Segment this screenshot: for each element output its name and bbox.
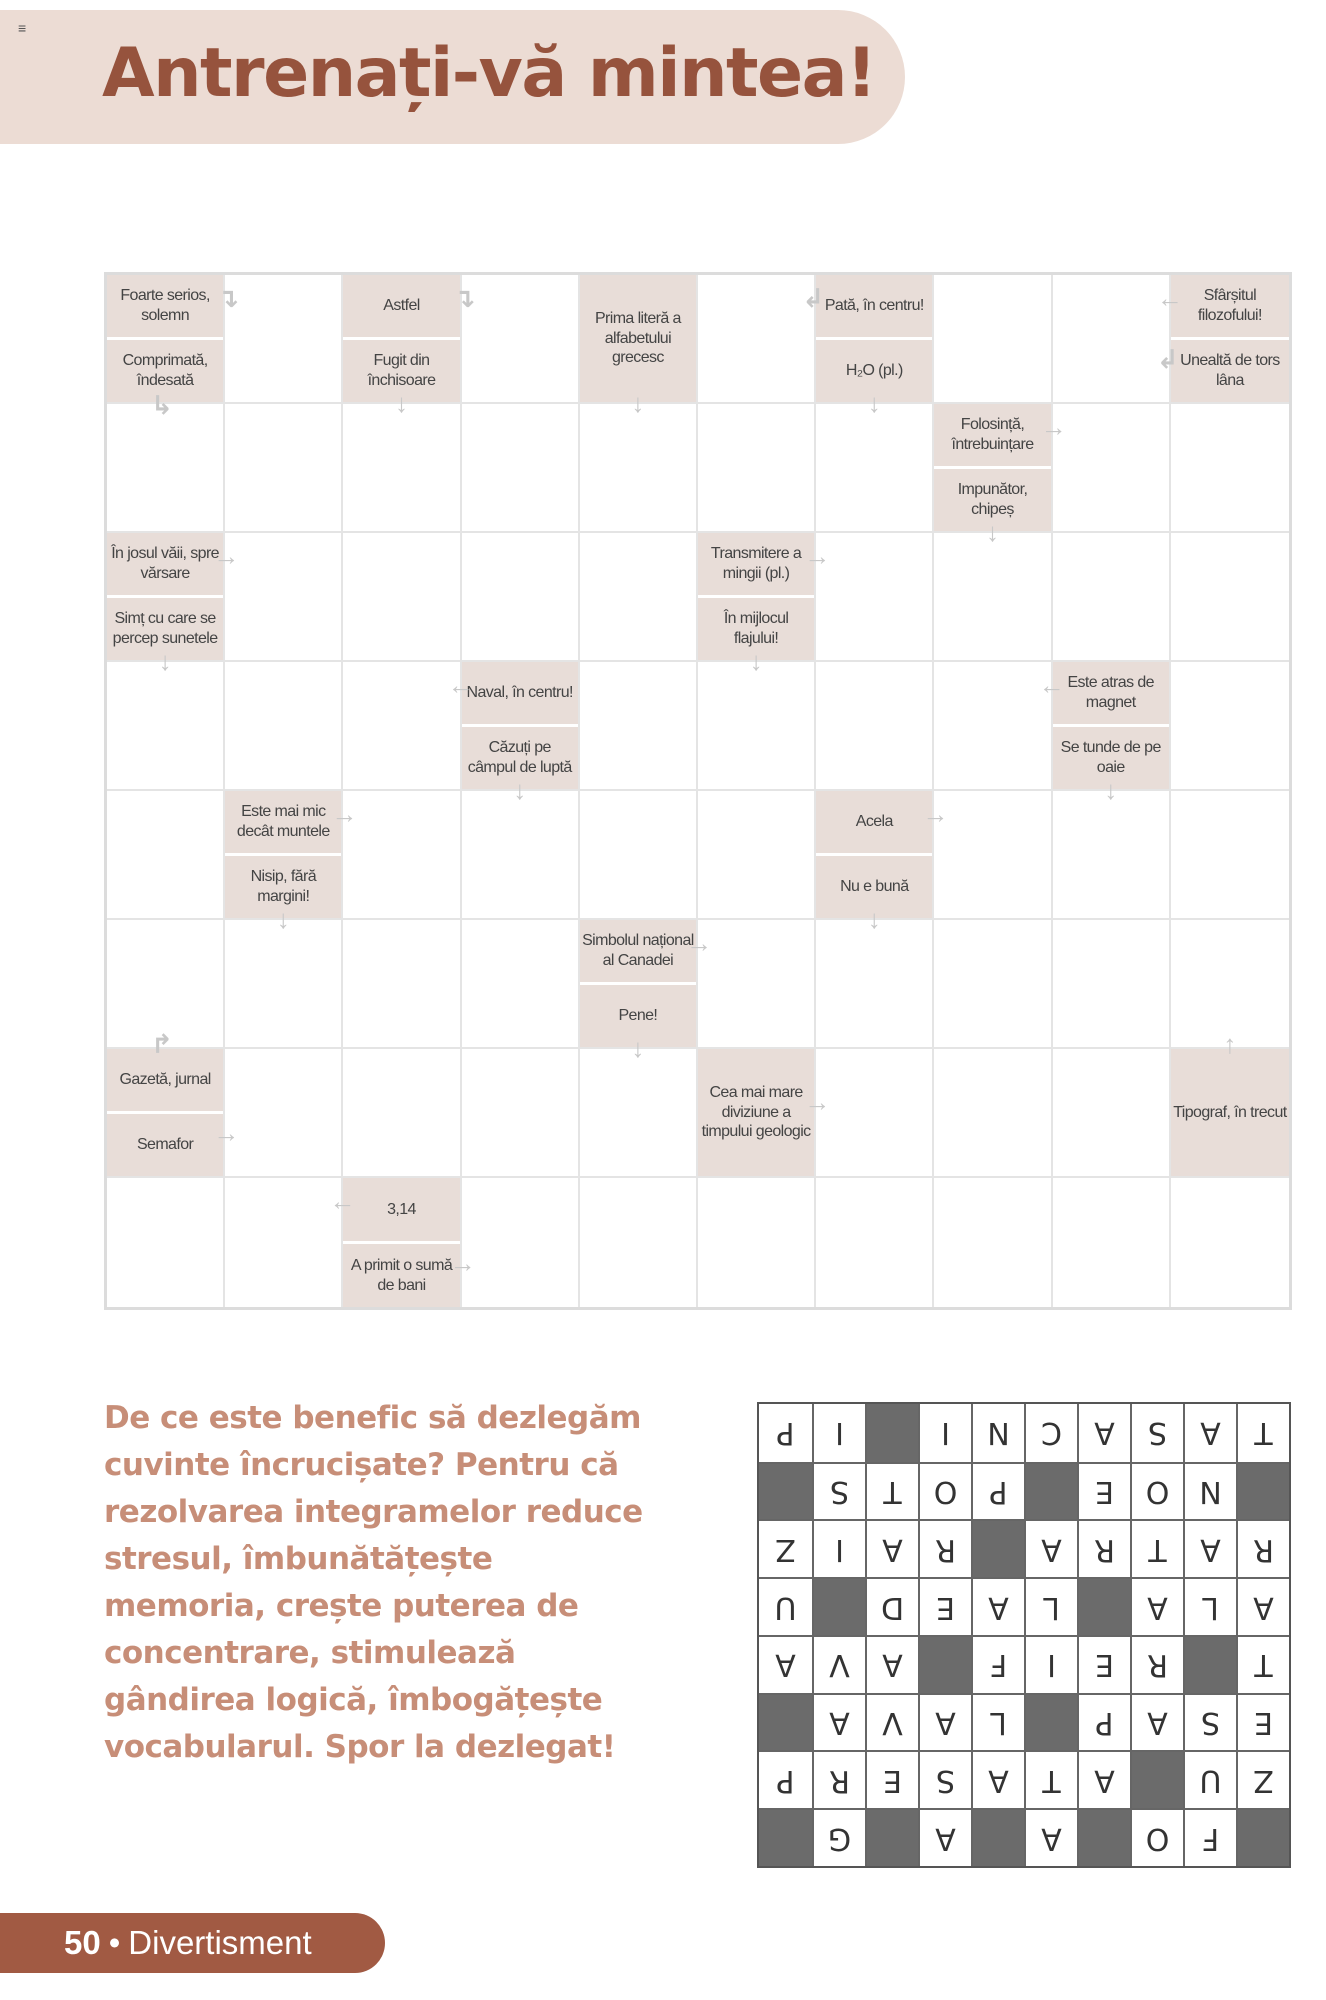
clue-text: Se tunde de pe oaie [1053, 727, 1169, 789]
solution-block [1236, 1808, 1289, 1866]
answer-cell[interactable] [698, 920, 816, 1049]
solution-letter: Z [1236, 1751, 1289, 1809]
answer-cell[interactable] [225, 662, 343, 791]
clue-cell [343, 275, 476, 418]
direction-arrow-icon: ↱ [151, 1029, 173, 1059]
solution-letter: A [1236, 1577, 1289, 1635]
clue-text: Naval, în centru! [462, 662, 578, 727]
solution-block [971, 1520, 1024, 1578]
solution-letter: P [971, 1462, 1024, 1520]
clue-text: Comprimată, îndesată [107, 340, 223, 402]
solution-letter: I [812, 1520, 865, 1578]
answer-cell[interactable] [462, 404, 580, 533]
answer-cell[interactable] [225, 533, 343, 662]
solution-letter: A [865, 1520, 918, 1578]
direction-arrow-icon: ↓ [158, 646, 172, 676]
solution-letter: P [776, 1415, 795, 1451]
direction-arrow-icon: ← [1156, 282, 1183, 313]
clue-text: Transmitere a mingii (pl.) [698, 533, 814, 598]
answer-cell[interactable] [934, 1178, 1052, 1307]
solution-letter: U [759, 1577, 812, 1635]
solution-letter: R [1236, 1520, 1289, 1578]
answer-cell[interactable] [934, 791, 1052, 920]
solution-block [865, 1808, 918, 1866]
answer-cell[interactable] [1053, 404, 1171, 533]
solution-letter: E [1077, 1462, 1130, 1520]
clue-text: 3,14 [343, 1178, 459, 1244]
solution-letter: E [865, 1751, 918, 1809]
solution-letter: G [812, 1808, 865, 1866]
clue-cell [816, 791, 949, 934]
solution-letter: A [971, 1577, 1024, 1635]
direction-arrow-icon: → [213, 1117, 240, 1148]
direction-arrow-icon: → [449, 1248, 476, 1279]
answer-cell[interactable] [107, 404, 225, 533]
direction-arrow-icon: ↲ [1156, 343, 1179, 374]
clue-text: Impunător, chipeș [934, 469, 1050, 531]
clue-text: Este mai mic decât muntele [225, 791, 341, 856]
solution-letter: A [759, 1635, 812, 1693]
answer-cell[interactable] [1171, 404, 1289, 533]
solution-letter: E [1077, 1635, 1130, 1693]
solution-block [1130, 1751, 1183, 1809]
clue-cell [329, 1178, 476, 1307]
solution-letter: C [1024, 1404, 1077, 1462]
direction-arrow-icon: ↓ [276, 904, 290, 934]
direction-arrow-icon: ← [447, 669, 474, 700]
direction-arrow-icon: ↓ [513, 775, 527, 805]
solution-letter: S [918, 1751, 971, 1809]
answer-cell[interactable] [225, 920, 343, 1049]
solution-letter: L [1183, 1577, 1236, 1635]
direction-arrow-icon: ↓ [867, 388, 881, 418]
solution-letter: A [865, 1635, 918, 1693]
solution-letter: O [918, 1462, 971, 1520]
answer-cell[interactable] [225, 1178, 343, 1307]
clue-text: Folosință, întrebuințare [934, 404, 1050, 469]
answer-cell[interactable] [816, 920, 934, 1049]
answer-cell[interactable] [698, 1178, 816, 1307]
clue-text: Tipograf, în trecut [1171, 1049, 1289, 1176]
solution-block [865, 1404, 918, 1462]
direction-arrow-icon: ↓ [1104, 775, 1118, 805]
clue-text: Este atras de magnet [1053, 662, 1169, 727]
clue-cell [1171, 1029, 1289, 1178]
solution-letter: O [1130, 1808, 1183, 1866]
answer-cell[interactable] [1053, 920, 1171, 1049]
clue-cell [802, 275, 934, 418]
clue-cell [107, 533, 240, 676]
direction-arrow-icon: ↴ [453, 282, 476, 313]
page-footer [0, 1913, 385, 1973]
clue-text: A primit o sumă de bani [343, 1244, 459, 1307]
answer-cell[interactable] [934, 275, 1052, 404]
solution-letter: E [918, 1577, 971, 1635]
solution-letter: S [812, 1462, 865, 1520]
direction-arrow-icon: ↓ [631, 388, 645, 418]
solution-grid [757, 1402, 1291, 1868]
direction-arrow-icon: → [804, 1087, 831, 1118]
solution-letter: U [1183, 1751, 1236, 1809]
solution-letter: A [1130, 1577, 1183, 1635]
solution-block [918, 1635, 971, 1693]
answer-cell[interactable] [580, 1049, 698, 1178]
solution-letter: A [1024, 1808, 1077, 1866]
solution-block [1077, 1577, 1130, 1635]
answer-cell[interactable] [698, 662, 816, 791]
answer-cell[interactable] [1171, 1178, 1289, 1307]
answer-cell[interactable] [107, 662, 225, 791]
crossword-grid [104, 272, 1292, 1310]
clue-cell [1156, 275, 1289, 404]
section-name: Divertisment [128, 1924, 312, 1961]
direction-arrow-icon: ↑ [1223, 1029, 1237, 1059]
clue-text: Căzuți pe câmpul de luptă [462, 727, 578, 789]
answer-cell[interactable] [225, 275, 343, 404]
clue-cell [447, 662, 580, 805]
direction-arrow-icon: → [922, 798, 949, 829]
clue-text: Simț cu care se percep sunetele [107, 598, 223, 660]
answer-cell[interactable] [934, 533, 1052, 662]
direction-arrow-icon: → [213, 540, 240, 571]
solution-letter: L [971, 1693, 1024, 1751]
solution-letter: A [1024, 1520, 1077, 1578]
answer-cell[interactable] [462, 275, 580, 404]
solution-letter: A [1130, 1693, 1183, 1751]
menu-icon: ≡ [18, 20, 27, 36]
clue-text: Nu e bună [816, 856, 932, 918]
answer-cell[interactable] [816, 1049, 934, 1178]
clue-text: Simbolul național al Canadei [580, 920, 696, 985]
direction-arrow-icon: ↓ [985, 517, 999, 547]
solution-letter: A [918, 1693, 971, 1751]
solution-block [1024, 1693, 1077, 1751]
solution-letter: T [1024, 1751, 1077, 1809]
solution-letter: E [1236, 1693, 1289, 1751]
answer-cell[interactable] [698, 791, 816, 920]
answer-cell[interactable] [580, 533, 698, 662]
solution-letter: R [918, 1520, 971, 1578]
clue-text: Acela [816, 791, 932, 856]
solution-letter: S [1130, 1404, 1183, 1462]
solution-block [759, 1808, 812, 1866]
answer-cell[interactable] [698, 275, 816, 404]
answer-cell[interactable] [343, 1049, 461, 1178]
answer-cell[interactable] [1053, 1178, 1171, 1307]
answer-cell[interactable] [462, 791, 580, 920]
solution-letter: I [1024, 1635, 1077, 1693]
clue-text: Pene! [580, 985, 696, 1047]
clue-cell [107, 275, 240, 420]
answer-cell[interactable] [225, 404, 343, 533]
solution-block [1024, 1462, 1077, 1520]
answer-cell[interactable] [343, 533, 461, 662]
clue-cell [698, 533, 831, 676]
answer-cell[interactable] [225, 1049, 343, 1178]
answer-cell[interactable] [580, 662, 698, 791]
solution-letter: A [1183, 1520, 1236, 1578]
answer-cell[interactable] [1053, 533, 1171, 662]
solution-letter: T [1236, 1404, 1289, 1462]
page-number: 50 [64, 1924, 101, 1961]
solution-letter: D [865, 1577, 918, 1635]
solution-letter: P [759, 1751, 812, 1809]
solution-letter: A [918, 1808, 971, 1866]
direction-arrow-icon: ↳ [151, 390, 173, 420]
clue-text: În josul văii, spre vărsare [107, 533, 223, 598]
solution-letter: V [865, 1693, 918, 1751]
answer-cell[interactable] [934, 920, 1052, 1049]
clue-text: Unealtă de tors lâna [1171, 340, 1289, 402]
solution-letter: R [1130, 1635, 1183, 1693]
solution-letter: V [812, 1635, 865, 1693]
answer-cell[interactable] [343, 404, 461, 533]
solution-letter: T [1130, 1520, 1183, 1578]
solution-letter: S [1183, 1693, 1236, 1751]
direction-arrow-icon: → [685, 927, 712, 958]
clue-text: H₂O (pl.) [816, 340, 932, 402]
answer-cell[interactable] [1053, 791, 1171, 920]
direction-arrow-icon: ↓ [394, 388, 408, 418]
clue-text: Fugit din închisoare [343, 340, 459, 402]
direction-arrow-icon: ↓ [749, 646, 763, 676]
direction-arrow-icon: → [1040, 411, 1067, 442]
solution-letter: I [918, 1404, 971, 1462]
clue-text: Gazetă, jurnal [107, 1049, 223, 1114]
solution-block [812, 1577, 865, 1635]
answer-cell[interactable] [1053, 275, 1171, 404]
clue-cell [580, 920, 712, 1063]
solution-letter: A [812, 1693, 865, 1751]
answer-cell[interactable] [580, 1178, 698, 1307]
answer-cell[interactable] [934, 1049, 1052, 1178]
answer-cell[interactable] [1171, 791, 1289, 920]
solution-letter: R [1077, 1520, 1130, 1578]
footer-separator: • [108, 1924, 121, 1961]
answer-cell[interactable] [107, 1178, 225, 1307]
answer-cell[interactable] [816, 662, 934, 791]
clue-text: Cea mai mare diviziune a timpului geologic [698, 1049, 814, 1176]
solution-letter: A [1077, 1404, 1130, 1462]
answer-cell[interactable] [816, 533, 934, 662]
answer-cell[interactable] [343, 791, 461, 920]
clue-text: Astfel [343, 275, 459, 340]
answer-cell[interactable] [816, 1178, 934, 1307]
answer-cell[interactable] [580, 404, 698, 533]
answer-cell[interactable] [462, 533, 580, 662]
answer-cell[interactable] [343, 920, 461, 1049]
direction-arrow-icon: → [804, 540, 831, 571]
solution-letter: N [971, 1404, 1024, 1462]
solution-block [1077, 1808, 1130, 1866]
solution-letter: O [1130, 1462, 1183, 1520]
answer-cell[interactable] [698, 404, 816, 533]
solution-letter: A [971, 1751, 1024, 1809]
solution-block [971, 1808, 1024, 1866]
answer-cell[interactable] [934, 662, 1052, 791]
solution-letter: R [812, 1751, 865, 1809]
solution-letter: A [1077, 1751, 1130, 1809]
clue-text: Pată, în centru! [816, 275, 932, 340]
direction-arrow-icon: ↲ [802, 282, 824, 313]
solution-letter: A [1183, 1404, 1236, 1462]
answer-cell[interactable] [1171, 533, 1289, 662]
solution-letter: Z [759, 1520, 812, 1578]
solution-block [1236, 1462, 1289, 1520]
clue-text: Sfârșitul filozofului! [1171, 275, 1289, 340]
clue-cell [934, 404, 1067, 547]
answer-cell[interactable] [462, 920, 580, 1049]
solution-letter: T [865, 1462, 918, 1520]
clue-text: În mijlocul flajului! [698, 598, 814, 660]
clue-text: Prima literă a alfabetului grecesc [580, 275, 696, 402]
direction-arrow-icon: ↓ [631, 1033, 645, 1063]
clue-text: Semafor [107, 1114, 223, 1176]
page-title: Antrenați-vă mintea! [102, 34, 876, 113]
direction-arrow-icon: ↴ [217, 282, 240, 313]
direction-arrow-icon: ← [329, 1186, 356, 1217]
clue-cell [698, 1049, 831, 1178]
clue-cell [1038, 662, 1171, 805]
answer-cell[interactable] [580, 791, 698, 920]
solution-letter: I [812, 1404, 865, 1462]
answer-cell[interactable] [462, 1049, 580, 1178]
clue-text: Foarte serios, solemn [107, 275, 223, 340]
solution-letter: F [971, 1635, 1024, 1693]
solution-letter: L [1024, 1577, 1077, 1635]
clue-cell [580, 275, 698, 418]
answer-cell[interactable] [462, 1178, 580, 1307]
solution-block [759, 1693, 812, 1751]
clue-cell [107, 1029, 240, 1178]
answer-cell[interactable] [343, 662, 461, 791]
clue-text: Nisip, fără margini! [225, 856, 341, 918]
solution-letter: P [1077, 1693, 1130, 1751]
answer-cell[interactable] [1053, 1049, 1171, 1178]
direction-arrow-icon: ↓ [867, 904, 881, 934]
solution-letter: T [1236, 1635, 1289, 1693]
direction-arrow-icon: ← [1038, 669, 1065, 700]
answer-cell[interactable] [816, 404, 934, 533]
intro-paragraph: De ce este benefic să dezlegăm cuvinte încrucișate? Pentru că rezolvarea integramelor reduce stresul, îmbunătățește memoria, crește puterea de concentrare, stimulează gândirea logică, îmbogățește vocabularul. Spor la dezlegat! [104, 1400, 643, 1765]
solution-block [759, 1462, 812, 1520]
answer-cell[interactable] [107, 791, 225, 920]
solution-letter: F [1183, 1808, 1236, 1866]
solution-block [1183, 1635, 1236, 1693]
solution-letter: N [1183, 1462, 1236, 1520]
answer-cell[interactable] [1171, 662, 1289, 791]
clue-cell [225, 791, 358, 934]
direction-arrow-icon: → [331, 798, 358, 829]
